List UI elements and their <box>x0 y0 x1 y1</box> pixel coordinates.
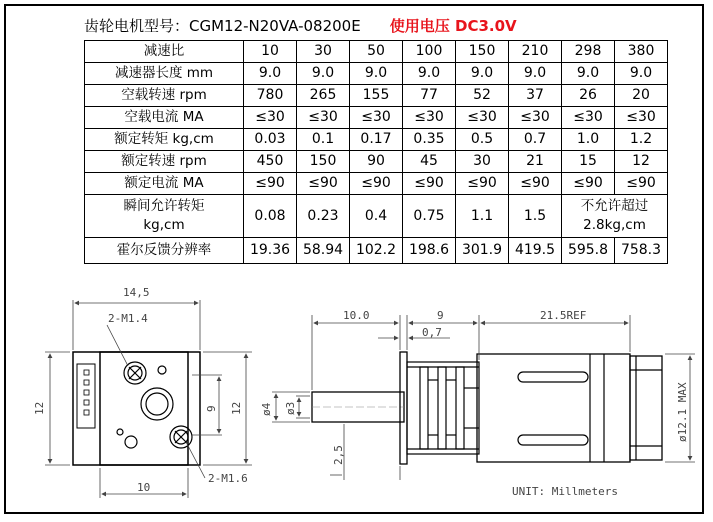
dim-inner-9: 9 <box>205 405 218 412</box>
table-cell: ≤90 <box>350 173 403 195</box>
table-cell: 0.75 <box>403 195 456 238</box>
table-cell: ≤90 <box>297 173 350 195</box>
table-cell: 758.3 <box>615 238 668 264</box>
dim-gear-length: 9 <box>437 309 444 322</box>
table-cell: 9.0 <box>350 63 403 85</box>
table-cell: 0.35 <box>403 129 456 151</box>
table-cell: 0.7 <box>509 129 562 151</box>
table-cell: 419.5 <box>509 238 562 264</box>
table-cell: 37 <box>509 85 562 107</box>
page-title <box>84 15 517 39</box>
table-cell: ≤90 <box>403 173 456 195</box>
table-row <box>85 85 668 107</box>
table-cell: ≤30 <box>456 107 509 129</box>
row-label: 额定转速 rpm <box>85 151 244 173</box>
table-cell: 0.23 <box>297 195 350 238</box>
table-cell: ≤90 <box>615 173 668 195</box>
table-cell: ≤90 <box>244 173 297 195</box>
table-cell: 102.2 <box>350 238 403 264</box>
table-cell: ≤30 <box>615 107 668 129</box>
front-dimensions <box>45 300 252 498</box>
row-label: 减速器长度 mm <box>85 63 244 85</box>
stall-note <box>562 195 668 238</box>
dim-motor-length: 21.5REF <box>540 309 587 322</box>
table-cell: 9.0 <box>509 63 562 85</box>
table-cell: 150 <box>456 41 509 63</box>
table-cell: 0.4 <box>350 195 403 238</box>
table-cell: 301.9 <box>456 238 509 264</box>
table-cell: 9.0 <box>244 63 297 85</box>
table-row-hall <box>85 238 668 264</box>
row-label <box>85 195 244 238</box>
table-cell: 19.36 <box>244 238 297 264</box>
table-cell: 52 <box>456 85 509 107</box>
table-cell: 1.0 <box>562 129 615 151</box>
table-cell: 0.08 <box>244 195 297 238</box>
table-cell: 9.0 <box>562 63 615 85</box>
table-cell: 150 <box>297 151 350 173</box>
table-row <box>85 107 668 129</box>
table-cell: ≤90 <box>509 173 562 195</box>
table-cell: ≤30 <box>297 107 350 129</box>
table-cell: 0.1 <box>297 129 350 151</box>
dim-screw-bottom: 2-M1.6 <box>208 472 248 485</box>
dim-shaft-d3: ø3 <box>284 401 297 415</box>
table-cell: 30 <box>456 151 509 173</box>
table-cell: 9.0 <box>456 63 509 85</box>
table-cell: 595.8 <box>562 238 615 264</box>
dimension-drawing <box>0 270 713 510</box>
row-label: 空载转速 rpm <box>85 85 244 107</box>
row-label: 霍尔反馈分辨率 <box>85 238 244 264</box>
table-cell: 198.6 <box>403 238 456 264</box>
row-label: 空载电流 MA <box>85 107 244 129</box>
table-cell: ≤90 <box>456 173 509 195</box>
row-label: 减速比 <box>85 41 244 63</box>
table-cell: 15 <box>562 151 615 173</box>
table-row <box>85 41 668 63</box>
table-cell: 1.5 <box>509 195 562 238</box>
table-cell: 0.03 <box>244 129 297 151</box>
table-cell: 0.5 <box>456 129 509 151</box>
table-cell: ≤30 <box>562 107 615 129</box>
table-cell: ≤30 <box>350 107 403 129</box>
table-cell: 26 <box>562 85 615 107</box>
table-cell: 210 <box>509 41 562 63</box>
table-cell: 450 <box>244 151 297 173</box>
dim-inner-12: 12 <box>230 401 243 415</box>
table-cell: ≤30 <box>509 107 562 129</box>
table-cell: 298 <box>562 41 615 63</box>
row-label-line2: kg,cm <box>143 217 185 233</box>
dim-flat: 2,5 <box>332 445 345 465</box>
table-cell: 90 <box>350 151 403 173</box>
table-cell: 380 <box>615 41 668 63</box>
dim-width-top: 14,5 <box>123 286 150 299</box>
dim-shaft-length: 10.0 <box>343 309 370 322</box>
table-cell: 100 <box>403 41 456 63</box>
table-cell: 77 <box>403 85 456 107</box>
dim-motor-diameter: ø12.1 MAX <box>676 382 689 442</box>
table-cell: 50 <box>350 41 403 63</box>
table-cell: 0.17 <box>350 129 403 151</box>
table-cell: 1.2 <box>615 129 668 151</box>
spec-table <box>84 40 668 264</box>
voltage-label: 使用电压 DC3.0V <box>389 17 517 35</box>
model-number: 齿轮电机型号：CGM12-N20VA-08200E <box>84 17 361 35</box>
table-cell: 10 <box>244 41 297 63</box>
table-cell: 780 <box>244 85 297 107</box>
table-cell: 30 <box>297 41 350 63</box>
table-cell: ≤90 <box>562 173 615 195</box>
table-row <box>85 173 668 195</box>
table-cell: ≤30 <box>403 107 456 129</box>
table-cell: 265 <box>297 85 350 107</box>
row-label-line1: 瞬间允许转矩 <box>123 198 205 214</box>
dim-height-left: 12 <box>33 401 46 415</box>
table-row <box>85 151 668 173</box>
front-view <box>73 352 200 465</box>
table-cell: 45 <box>403 151 456 173</box>
row-label: 额定电流 MA <box>85 173 244 195</box>
table-cell: ≤30 <box>244 107 297 129</box>
side-view <box>312 352 662 464</box>
table-cell: 20 <box>615 85 668 107</box>
table-row-stall <box>85 195 668 238</box>
table-row <box>85 129 668 151</box>
stall-note-line1: 不允许超过 <box>580 198 649 214</box>
dim-width-bottom: 10 <box>137 481 151 494</box>
dim-plate: 0,7 <box>422 326 442 339</box>
table-cell: 9.0 <box>403 63 456 85</box>
table-cell: 21 <box>509 151 562 173</box>
dim-screw-top: 2-M1.4 <box>108 312 148 325</box>
table-cell: 58.94 <box>297 238 350 264</box>
dim-shaft-d4: ø4 <box>260 402 273 416</box>
row-label: 额定转矩 kg,cm <box>85 129 244 151</box>
table-cell: 1.1 <box>456 195 509 238</box>
units-label: UNIT: Millmeters <box>512 485 618 498</box>
table-cell: 9.0 <box>297 63 350 85</box>
table-cell: 9.0 <box>615 63 668 85</box>
table-row <box>85 63 668 85</box>
table-cell: 12 <box>615 151 668 173</box>
table-cell: 155 <box>350 85 403 107</box>
stall-note-line2: 2.8kg,cm <box>583 217 646 233</box>
